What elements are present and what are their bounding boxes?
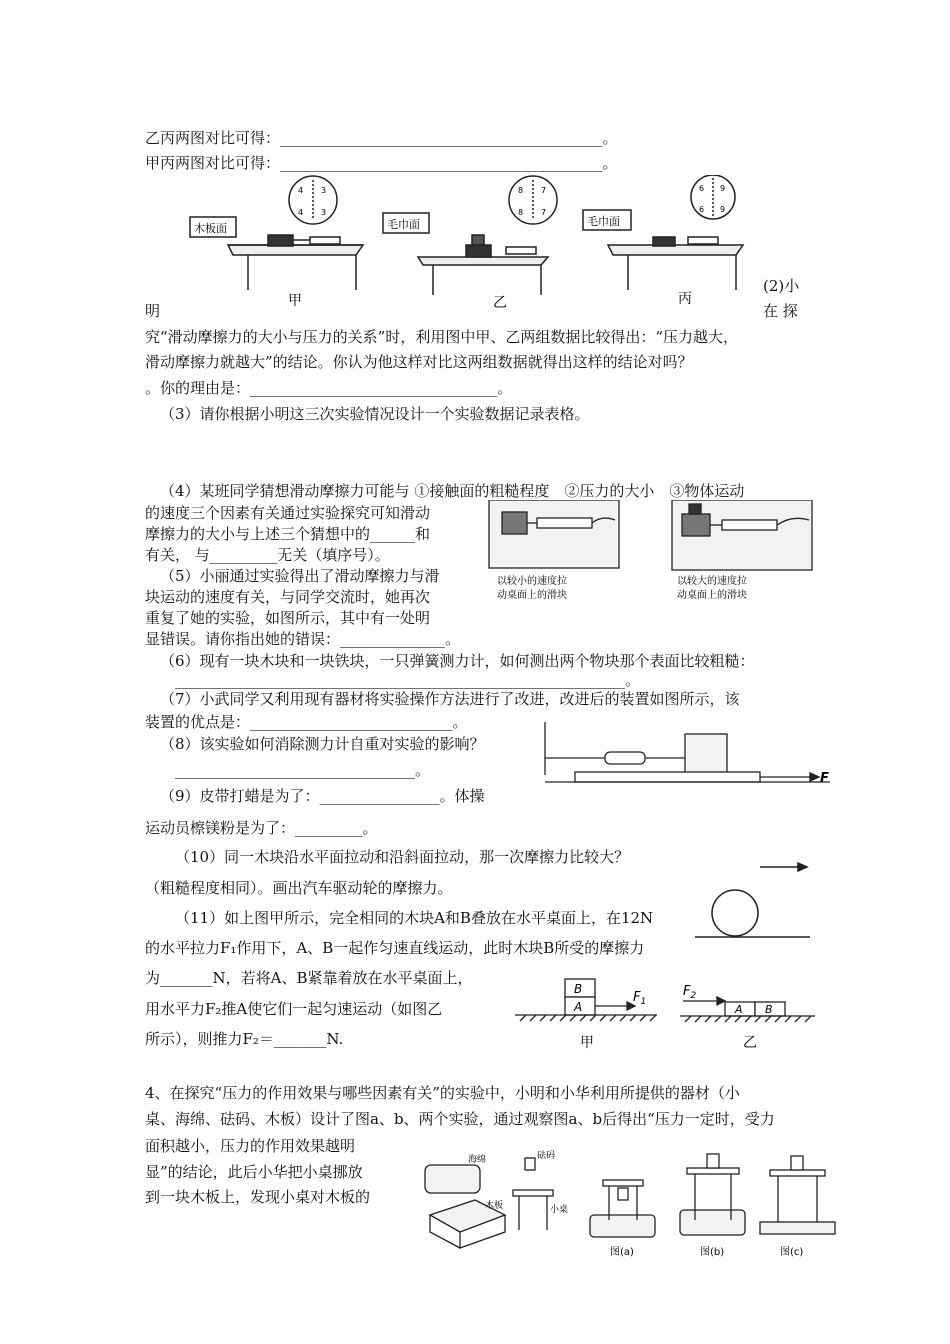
text-line: 块运动的速度有关，与同学交流时，她再次 bbox=[145, 588, 431, 606]
text-line: 所示），则推力F₂＝_______N. bbox=[145, 1030, 344, 1048]
text-line: ____________________________________________________________。 bbox=[175, 671, 641, 689]
dial-tick: 6 bbox=[699, 205, 705, 214]
dial-tick: 7 bbox=[541, 186, 547, 195]
caption-jia: 甲 bbox=[580, 1035, 594, 1050]
text-line: ________________________________。 bbox=[175, 761, 431, 779]
text-line: 的速度三个因素有关通过实验探究可知滑动 bbox=[145, 504, 431, 522]
pressure-experiment-figure bbox=[415, 1140, 840, 1270]
text-line: （5）小丽通过实验得出了滑动摩擦力与滑 bbox=[160, 567, 440, 585]
label-board: 木板 bbox=[485, 1201, 504, 1211]
dial-tick: 9 bbox=[720, 184, 726, 193]
text-line: 在 探 bbox=[763, 302, 798, 320]
dial-tick: 3 bbox=[321, 186, 327, 195]
text-line: 显”的结论，此后小华把小桌挪放 bbox=[145, 1163, 363, 1181]
label-towel: 毛巾面 bbox=[587, 215, 620, 228]
text-line: 为_______N，若将A、B紧靠着放在水平桌面上， bbox=[145, 969, 473, 987]
caption-b: 图(b) bbox=[700, 1247, 725, 1258]
friction-experiment-figure bbox=[188, 175, 748, 310]
text-line: （11）如上图甲所示，完全相同的木块A和B叠放在水平桌面上，在12N bbox=[175, 909, 654, 927]
speed-experiment-figure bbox=[487, 500, 827, 612]
dial-tick: 4 bbox=[298, 186, 304, 195]
dial-tick: 8 bbox=[518, 186, 524, 195]
drive-wheel-figure bbox=[690, 855, 815, 945]
caption-slow-2: 动桌面上的滑块 bbox=[497, 590, 567, 601]
text-line: 的水平拉力F₁作用下，A、B一起作匀速直线运动，此时木块B所受的摩擦力 bbox=[145, 939, 645, 957]
caption-a: 图(a) bbox=[610, 1247, 634, 1258]
stacked-blocks-figure bbox=[515, 975, 820, 1050]
f2-label: $F_2$ bbox=[683, 984, 697, 1001]
dial-tick: 4 bbox=[298, 208, 304, 217]
block-b-label: B bbox=[574, 982, 583, 996]
text-line: (2)小 bbox=[763, 277, 800, 295]
caption-bing: 丙 bbox=[678, 291, 692, 307]
label-sponge: 海绵 bbox=[468, 1155, 487, 1165]
caption-yi: 乙 bbox=[493, 295, 507, 310]
text-line: 到一块木板上，发现小桌对木板的 bbox=[145, 1188, 371, 1206]
text-line: 桌、海绵、砝码、木板）设计了图a、b、两个实验，通过观察图a、b后得出“压力一定时，受力 bbox=[145, 1110, 775, 1128]
text-line: （6）现有一块木块和一块铁块，一只弹簧测力计，如何测出两个物块那个表面比较粗糙： bbox=[160, 652, 755, 670]
dial-tick: 8 bbox=[518, 208, 524, 217]
text-line: 究“滑动摩擦力的大小与压力的关系”时，利用图中甲、乙两组数据比较得出：“压力越大， bbox=[145, 328, 739, 346]
text-line: 明 bbox=[145, 302, 161, 320]
improved-apparatus-figure bbox=[535, 720, 835, 795]
text-line: 运动员檫镁粉是为了：_________。 bbox=[145, 819, 378, 837]
dial-tick: 3 bbox=[321, 208, 327, 217]
f1-label: $F_1$ bbox=[633, 990, 647, 1007]
text-line: 用水平力F₂推A使它们一起匀速运动（如图乙 bbox=[145, 1000, 443, 1018]
label-weight: 砝码 bbox=[537, 1151, 556, 1161]
label-wood: 木板面 bbox=[194, 222, 227, 235]
caption-c: 图(c) bbox=[780, 1247, 804, 1258]
text-line: （8）该实验如何消除测力计自重对实验的影响？ bbox=[160, 735, 485, 753]
text-line: （7）小武同学又利用现有器材将实验操作方法进行了改进，改进后的装置如图所示，该 bbox=[160, 690, 740, 708]
text-line: （10）同一木块沿水平面拉动和沿斜面拉动，那一次摩擦力比较大？ bbox=[175, 848, 630, 866]
block-a-label: A bbox=[574, 1000, 583, 1014]
text-line: 面积越小，压力的作用效果越明 bbox=[145, 1137, 356, 1155]
label-towel: 毛巾面 bbox=[387, 218, 420, 231]
text-line: 。你的理由是：_________________________________。 bbox=[145, 379, 513, 397]
caption-fast-1: 以较大的速度拉 bbox=[677, 576, 747, 587]
text-line: 装置的优点是：___________________________。 bbox=[145, 713, 468, 731]
text-line: 摩擦力的大小与上述三个猜想中的______和 bbox=[145, 525, 431, 543]
text-line: （9）皮带打蜡是为了：________________。体操 bbox=[160, 787, 485, 805]
dial-tick: 6 bbox=[699, 184, 705, 193]
label-table: 小桌 bbox=[550, 1205, 569, 1215]
text-line: 乙丙两图对比可得：___________________________________________。 bbox=[145, 129, 618, 147]
block-a2-label: A bbox=[735, 1003, 743, 1016]
text-line: 滑动摩擦力就越大”的结论。你认为他这样对比这两组数据就得出这样的结论对吗？ bbox=[145, 353, 693, 371]
caption-fast-2: 动桌面上的滑块 bbox=[677, 590, 747, 601]
text-line: （粗糙程度相同）。画出汽车驱动轮的摩擦力。 bbox=[145, 879, 453, 897]
block-b2-label: B bbox=[765, 1003, 773, 1016]
dial-tick: 9 bbox=[720, 205, 726, 214]
caption-yi: 乙 bbox=[743, 1035, 757, 1050]
dial-tick: 7 bbox=[541, 208, 547, 217]
text-line: 甲丙两图对比可得：___________________________________________。 bbox=[145, 154, 618, 172]
caption-slow-1: 以较小的速度拉 bbox=[497, 576, 567, 587]
text-line: （4）某班同学猜想滑动摩擦力可能与 ①接触面的粗糙程度 ②压力的大小 ③物体运动 bbox=[160, 482, 745, 500]
text-line: 4、在探究“压力的作用效果与哪些因素有关”的实验中，小明和小华利用所提供的器材（小 bbox=[145, 1084, 740, 1102]
caption-jia: 甲 bbox=[288, 293, 302, 309]
text-line: 重复了她的实验，如图所示，其中有一处明 bbox=[145, 609, 431, 627]
text-line: 有关， 与_________无关（填序号）。 bbox=[145, 546, 390, 564]
text-line: 显错误。请你指出她的错误：______________。 bbox=[145, 630, 461, 648]
force-label: F bbox=[820, 771, 829, 786]
text-line: （3）请你根据小明这三次实验情况设计一个实验数据记录表格。 bbox=[160, 405, 590, 423]
